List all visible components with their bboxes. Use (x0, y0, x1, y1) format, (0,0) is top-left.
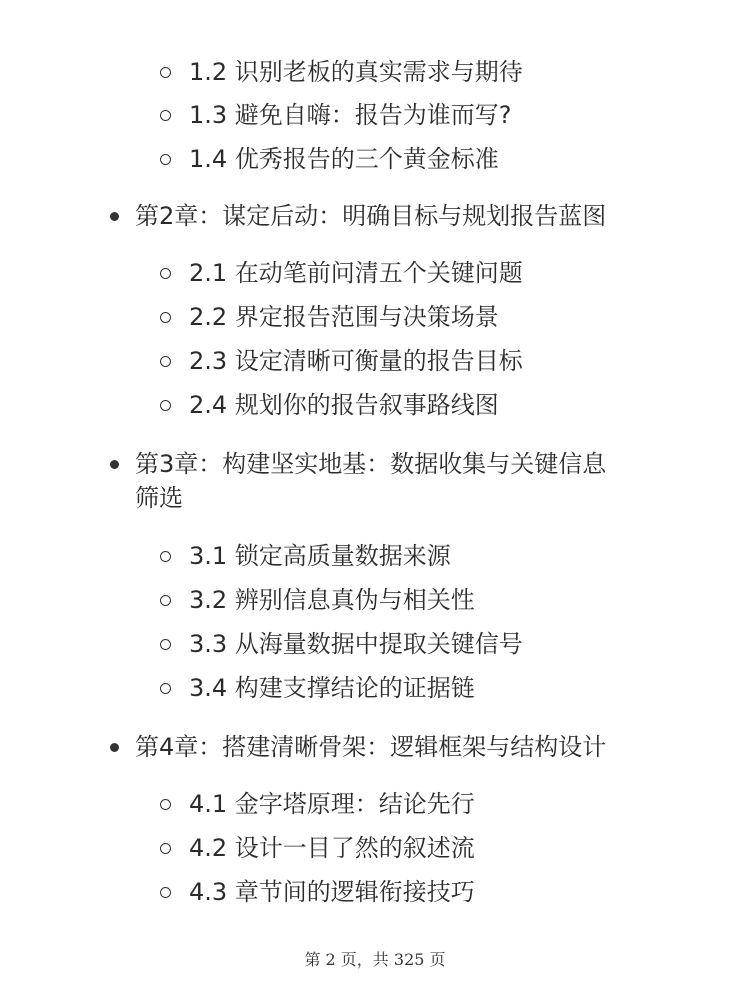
section-title: 3.4 构建支撑结论的证据链 (189, 674, 475, 702)
hollow-bullet-icon (160, 843, 171, 854)
chapter-title: 第4章：搭建清晰骨架：逻辑框架与结构设计 (135, 733, 607, 761)
hollow-bullet-icon (160, 67, 171, 78)
section-title: 1.3 避免自嗨：报告为谁而写? (189, 101, 512, 129)
hollow-bullet-icon (160, 110, 171, 121)
filled-bullet-icon (110, 460, 119, 469)
hollow-bullet-icon (160, 268, 171, 279)
section-title: 3.2 辨别信息真伪与相关性 (189, 586, 475, 614)
chapter-title: 第3章：构建坚实地基：数据收集与关键信息 (135, 450, 607, 478)
section-title: 3.3 从海量数据中提取关键信号 (189, 630, 523, 658)
section-title: 3.1 锁定高质量数据来源 (189, 542, 451, 570)
page-number: 第 2 页，共 325 页 (304, 950, 446, 969)
hollow-bullet-icon (160, 799, 171, 810)
section-title: 4.1 金字塔原理：结论先行 (189, 790, 475, 818)
hollow-bullet-icon (160, 312, 171, 323)
hollow-bullet-icon (160, 639, 171, 650)
hollow-bullet-icon (160, 887, 171, 898)
hollow-bullet-icon (160, 683, 171, 694)
hollow-bullet-icon (160, 595, 171, 606)
section-title: 2.2 界定报告范围与决策场景 (189, 303, 499, 331)
filled-bullet-icon (110, 212, 119, 221)
section-title: 2.1 在动笔前问清五个关键问题 (189, 259, 523, 287)
section-title: 1.4 优秀报告的三个黄金标准 (189, 145, 499, 173)
section-title: 1.2 识别老板的真实需求与期待 (189, 58, 523, 86)
hollow-bullet-icon (160, 154, 171, 165)
chapter-title: 第2章：谋定后动：明确目标与规划报告蓝图 (135, 202, 607, 230)
hollow-bullet-icon (160, 400, 171, 411)
section-title: 2.4 规划你的报告叙事路线图 (189, 391, 499, 419)
section-title: 2.3 设定清晰可衡量的报告目标 (189, 347, 523, 375)
section-title: 4.2 设计一目了然的叙述流 (189, 834, 475, 862)
hollow-bullet-icon (160, 356, 171, 367)
filled-bullet-icon (110, 743, 119, 752)
hollow-bullet-icon (160, 551, 171, 562)
section-title: 4.3 章节间的逻辑衔接技巧 (189, 878, 475, 906)
chapter-title-continuation: 筛选 (135, 484, 183, 512)
